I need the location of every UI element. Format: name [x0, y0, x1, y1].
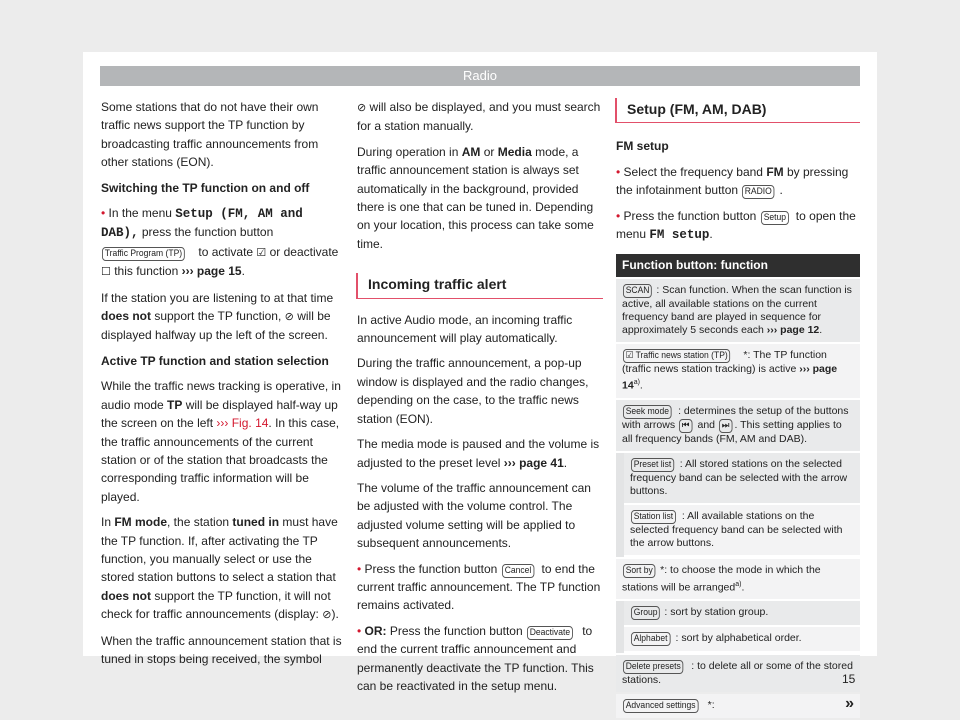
text: In the menu	[108, 206, 176, 221]
table-header: Function button: function	[616, 254, 860, 277]
function-button[interactable]: Sort by	[623, 564, 655, 578]
bullet: •	[616, 208, 624, 223]
paragraph	[101, 289, 347, 345]
section-header: Radio	[100, 66, 860, 86]
text: : All stored stations on the selected frequency band can be selected with the arrow buttons.	[630, 457, 848, 497]
text: : to delete all or some of the stored stations.	[622, 660, 853, 687]
function-button[interactable]: ⏭	[719, 419, 732, 433]
function-button[interactable]: Advanced settings	[623, 699, 698, 713]
table-row	[624, 627, 860, 653]
bold-text: does not	[101, 588, 151, 603]
text: During the traffic announcement, a pop-up window is displayed and the radio changes, depending on the case, to the traffic news station (EON).	[357, 356, 589, 426]
text: While the traffic news tracking is operative, in audio mode	[101, 379, 341, 412]
paragraph	[357, 98, 603, 136]
text: The volume of the traffic announcement can be adjusted with the volume control. The adjusted volume setting will be applied to subsequent announcements.	[357, 480, 591, 551]
function-button[interactable]: ☑ Traffic news station (TP)	[623, 349, 730, 363]
text: will be displayed halfway up the left of the screen.	[101, 309, 331, 343]
bullet: •	[357, 623, 365, 638]
text: Setup (FM, AM, DAB)	[627, 101, 767, 117]
bullet: •	[357, 561, 365, 576]
table-row	[616, 559, 860, 600]
text: : determines the setup of the buttons with arrows	[622, 404, 849, 431]
text: support the TP function, it will not check for traffic announcements (display:	[101, 588, 331, 622]
bold-text: OR:	[364, 623, 387, 638]
function-button[interactable]: Deactivate	[527, 626, 573, 640]
table-row	[616, 344, 860, 398]
paragraph	[101, 179, 347, 197]
text: Select the frequency band	[623, 164, 767, 179]
text: .	[709, 227, 713, 242]
text: or deactivate	[266, 244, 339, 259]
text: : sort by alphabetical order.	[675, 632, 802, 645]
status-icon: ☐	[101, 266, 111, 279]
paragraph	[357, 479, 603, 553]
status-icon: ☑	[256, 246, 267, 259]
text: .	[779, 183, 783, 198]
text: to activate	[195, 244, 257, 259]
figure-link: ››› Fig. 14	[216, 416, 269, 431]
text: .	[563, 455, 568, 470]
bold-text: Switching the TP function on and off	[101, 180, 310, 195]
bold-text: FM setup	[616, 139, 669, 154]
text: press the function button	[138, 225, 274, 240]
bold-text: ››› page 12	[766, 324, 820, 337]
table-row	[624, 601, 860, 627]
status-icon: ⊘	[284, 311, 294, 324]
text: Press the function button	[386, 623, 526, 638]
bullet: •	[616, 164, 624, 179]
bold-text: FM mode	[114, 515, 168, 530]
bold-text: TP	[167, 397, 183, 412]
text: Press the function button	[623, 208, 760, 223]
paragraph	[357, 560, 603, 615]
function-button[interactable]: SCAN	[623, 284, 652, 298]
text: this function	[110, 264, 182, 279]
paragraph	[101, 377, 347, 506]
text: Incoming traffic alert	[368, 276, 507, 293]
text: *: to choose the mode in which the stations will be arranged	[622, 563, 821, 594]
text: *:	[707, 699, 715, 712]
text: In active Audio mode, an incoming traffic announcement will play automatically.	[357, 312, 573, 346]
text: ).	[331, 607, 339, 622]
table-row	[616, 694, 860, 718]
paragraph	[357, 435, 603, 472]
status-icon: ⊘	[322, 609, 332, 622]
footnote-ref: a)	[633, 379, 640, 387]
text: mode, a traffic announcement station is always set automatically in the background, provided there is one that can be tuned in. Depending on your location, this process can take some time.	[357, 144, 594, 251]
text: to open the menu	[616, 208, 856, 242]
text: or	[480, 144, 498, 159]
function-button[interactable]: Seek mode	[623, 405, 672, 419]
continued-marker: »	[845, 695, 854, 713]
text: must have the TP function. If, after activating the TP function, you manually select or use the stored station buttons to select a station that	[101, 515, 338, 585]
function-button[interactable]: Traffic Program (TP)	[102, 247, 185, 261]
paragraph	[357, 354, 603, 428]
function-button[interactable]: Delete presets	[623, 660, 684, 674]
bold-text: AM	[461, 144, 481, 159]
text: will also be displayed, and you must search for a station manually.	[357, 100, 601, 134]
paragraph	[357, 143, 603, 253]
paragraph	[101, 98, 347, 172]
function-button[interactable]: Group	[631, 606, 660, 620]
section-heading	[356, 273, 603, 298]
bold-text: ››› page 41	[503, 455, 564, 470]
function-button[interactable]: Alphabet	[631, 632, 670, 646]
text: by pressing the infotainment button	[616, 164, 849, 198]
text: .	[241, 264, 245, 279]
paragraph	[616, 163, 860, 200]
text: Some stations that do not have their own traffic news support the TP function by broadcasting traffic announcements from other stations (EON).	[101, 100, 319, 170]
text: .	[639, 379, 643, 392]
menu-name: FM setup	[649, 228, 710, 243]
text: When the traffic announcement station that is tuned in stops being received, the symbol	[101, 633, 342, 666]
bold-text: Media	[497, 144, 532, 159]
text: . This setting applies to all frequency bands (FM, AM and DAB).	[622, 418, 842, 445]
table-row	[624, 453, 860, 505]
text: , the station	[167, 515, 233, 530]
table-row	[624, 505, 860, 557]
text: .	[819, 324, 823, 337]
text: In	[101, 515, 115, 530]
column-3	[616, 98, 860, 720]
function-button[interactable]: Cancel	[502, 564, 534, 578]
text: .	[741, 581, 745, 594]
status-icon: ⊘	[357, 102, 367, 114]
bold-text: ››› page 14	[622, 363, 838, 392]
text: and	[694, 418, 718, 431]
function-button[interactable]: Setup	[761, 211, 789, 225]
text: If the station you are listening to at that time	[101, 290, 334, 305]
function-button[interactable]: ⏮	[679, 419, 692, 433]
paragraph	[616, 137, 860, 155]
function-button[interactable]: RADIO	[742, 185, 774, 199]
bold-text: FM	[766, 164, 784, 179]
paragraph	[616, 207, 860, 245]
paragraph	[357, 311, 603, 348]
paragraph	[101, 632, 347, 669]
text: to end the current traffic announcement and permanently deactivate the TP function. This can be reactivated in the setup menu.	[357, 623, 594, 693]
text: Press the function button	[364, 561, 501, 576]
paragraph	[101, 513, 347, 624]
column-1	[101, 98, 347, 675]
text: The media mode is paused and the volume is adjusted to the preset level	[357, 437, 600, 470]
paragraph	[101, 352, 347, 370]
bold-text: tuned in	[232, 515, 280, 530]
text: : All available stations on the selected frequency band can be selected with the arrow buttons.	[630, 509, 843, 549]
sub-options	[616, 453, 860, 557]
text: . In this case, the traffic announcements of the current station or of the station that broadcasts the corresponding traffic information will be played.	[101, 416, 340, 504]
text: to end the current traffic announcement. The TP function remains activated.	[357, 561, 601, 613]
text: *: The TP function (traffic news station tracking) is active	[622, 349, 827, 376]
column-2	[357, 98, 603, 702]
sub-options	[616, 601, 860, 653]
text: : Scan function. When the scan function is active, all available stations on the current frequency band are played in sequence for approximately 5 seconds each	[622, 284, 852, 337]
text: support the TP function,	[151, 309, 285, 324]
bold-text: does not	[101, 309, 151, 324]
bold-text: Active TP function and station selection	[101, 353, 329, 368]
text: During operation in	[357, 144, 462, 159]
bold-text: ››› page 15	[181, 264, 242, 279]
text: : sort by station group.	[664, 606, 769, 619]
paragraph	[357, 622, 603, 696]
footnote-ref: a)	[735, 580, 742, 588]
section-heading	[615, 98, 860, 123]
menu-name: Setup (FM, AM and DAB),	[101, 207, 303, 241]
function-button[interactable]: Preset list	[631, 458, 674, 472]
function-table	[616, 254, 860, 718]
paragraph	[101, 204, 347, 282]
page-number: 15	[842, 672, 856, 686]
table-row	[616, 279, 860, 342]
table-row	[616, 655, 860, 692]
text: will be displayed half-way up the screen on the left	[101, 397, 338, 431]
bullet: •	[101, 206, 109, 221]
table-row	[616, 400, 860, 451]
function-button[interactable]: Station list	[631, 510, 676, 524]
